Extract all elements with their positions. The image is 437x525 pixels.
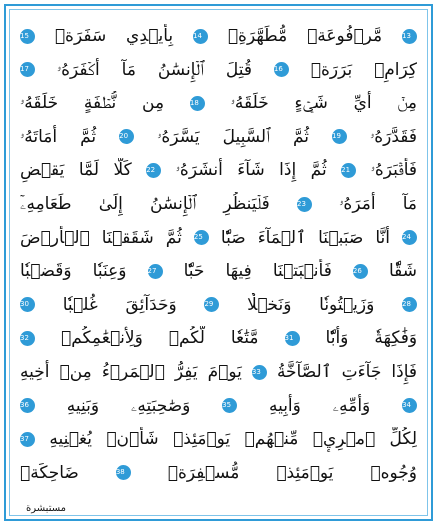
verse-line [20,293,417,318]
verse-text: وَعِنَبٗا وَقَضۡبٗا [20,261,127,282]
ayah-number-marker: 34 [402,398,417,413]
verse-text: وُجُوهٞ يَوۡمَئِذٖ مُّسۡفِرَةٞ [167,462,417,483]
verse-text: قُتِلَ ٱلۡإِنسَٰنُ مَآ أَكۡفَرَهُۥ [56,59,252,80]
ayah-number-marker: 15 [20,29,35,44]
verse-line [20,91,417,116]
verse-text: مَّتَٰعٗا لَّكُمۡ وَلِأَنۡعَٰمِكُمۡ [61,328,259,349]
ayah-number-marker: 33 [252,365,267,380]
verse-text: لِكُلِّ ٱمۡرِيٕٖ مِّنۡهُمۡ يَوۡمَئِذٖ شَأۡنٞ يُغۡنِيهِ [49,429,417,450]
verse-text: ثُمَّ شَقَقۡنَا ٱلۡأَرۡضَ [20,227,182,248]
verse-text: مِن نُّطۡفَةٍ خَلَقَهُۥ [20,93,165,114]
verse-line [20,326,417,351]
ayah-number-marker: 18 [190,96,205,111]
verse-text: ثُمَّ إِذَا شَآءَ أَنشَرَهُۥ [175,160,327,181]
ayah-number-marker: 14 [193,29,208,44]
verse-text: فَقَدَّرَهُۥ [370,126,417,147]
ayah-number-marker: 24 [402,230,417,245]
verse-text: وَفَٰكِهَةٗ وَأَبّٗا [325,328,417,349]
ayah-number-marker: 25 [194,230,209,245]
ayah-number-marker: 29 [204,297,219,312]
ayah-number-marker: 27 [148,264,163,279]
ayah-number-marker: 19 [332,129,347,144]
verse-text: ثُمَّ أَمَاتَهُۥ [20,126,97,147]
verse-text: وَأُمِّهِۦ وَأَبِيهِ [268,395,371,416]
catchword: مستبشرة [26,503,66,514]
verse-line [20,158,417,183]
verse-line [20,394,417,419]
ayah-number-marker: 26 [353,264,368,279]
ayah-number-marker: 20 [119,129,134,144]
verse-text: ثُمَّ ٱلسَّبِيلَ يَسَّرَهُۥ [157,126,309,147]
verse-text: مَّرۡفُوعَةٖ مُّطَهَّرَةِۭ [227,26,383,46]
ayah-number-marker: 30 [20,297,35,312]
verse-text: وَزَيۡتُونٗا وَنَخۡلٗا [247,294,375,315]
verse-line [20,360,417,385]
ayah-number-marker: 35 [222,398,237,413]
verse-text: فَأَقۡبَرَهُۥ [370,160,417,181]
verse-text: كِرَامِۭ بَرَرَةٖ [310,59,417,80]
verse-line [20,259,417,284]
verse-line [20,58,417,83]
verse-text: فَإِذَا جَآءَتِ ٱلصَّآخَّةُ [276,362,417,382]
verse-text: شَقّٗا [389,261,417,282]
verse-line [20,24,417,49]
verse-text: وَصَٰحِبَتِهِۦ وَبَنِيهِ [66,395,191,416]
verse-text: فَلۡيَنظُرِ ٱلۡإِنسَٰنُ إِلَىٰ طَعَامِهِۦٓ [20,194,270,214]
verse-line [20,226,417,251]
verse-line [20,427,417,452]
verse-line [20,125,417,150]
verse-text: أَنَّا صَبَبۡنَا ٱلۡمَآءَ صَبّٗا [220,227,390,248]
ayah-number-marker: 37 [20,432,35,447]
ayah-number-marker: 31 [285,331,300,346]
ayah-number-marker: 32 [20,331,35,346]
verse-line [20,461,417,486]
ayah-number-marker: 22 [146,163,161,178]
verse-line [20,192,417,217]
ayah-number-marker: 17 [20,62,35,77]
verse-text: مَآ أَمَرَهُۥ [339,194,417,214]
verse-text: مِنۡ أَيِّ شَيۡءٍ خَلَقَهُۥ [230,93,417,114]
ayah-number-marker: 38 [116,465,131,480]
verse-text: يَوۡمَ يَفِرُّ ٱلۡمَرۡءُ مِنۡ أَخِيهِ [20,362,242,382]
ayah-number-marker: 21 [341,163,356,178]
ayah-number-marker: 13 [402,29,417,44]
verse-text: فَأَنۢبَتۡنَا فِيهَا حَبّٗا [183,261,332,282]
ayah-number-marker: 23 [297,197,312,212]
verse-text: بِأَيۡدِي سَفَرَةٖ [54,26,174,46]
ayah-number-marker: 28 [402,297,417,312]
ayah-number-marker: 16 [274,62,289,77]
verse-text: كَلَّا لَمَّا يَقۡضِ [20,160,132,181]
verse-text: وَحَدَآئِقَ غُلۡبٗا [62,294,177,315]
verse-text: ضَاحِكَةٞ [20,462,79,483]
ayah-number-marker: 36 [20,398,35,413]
